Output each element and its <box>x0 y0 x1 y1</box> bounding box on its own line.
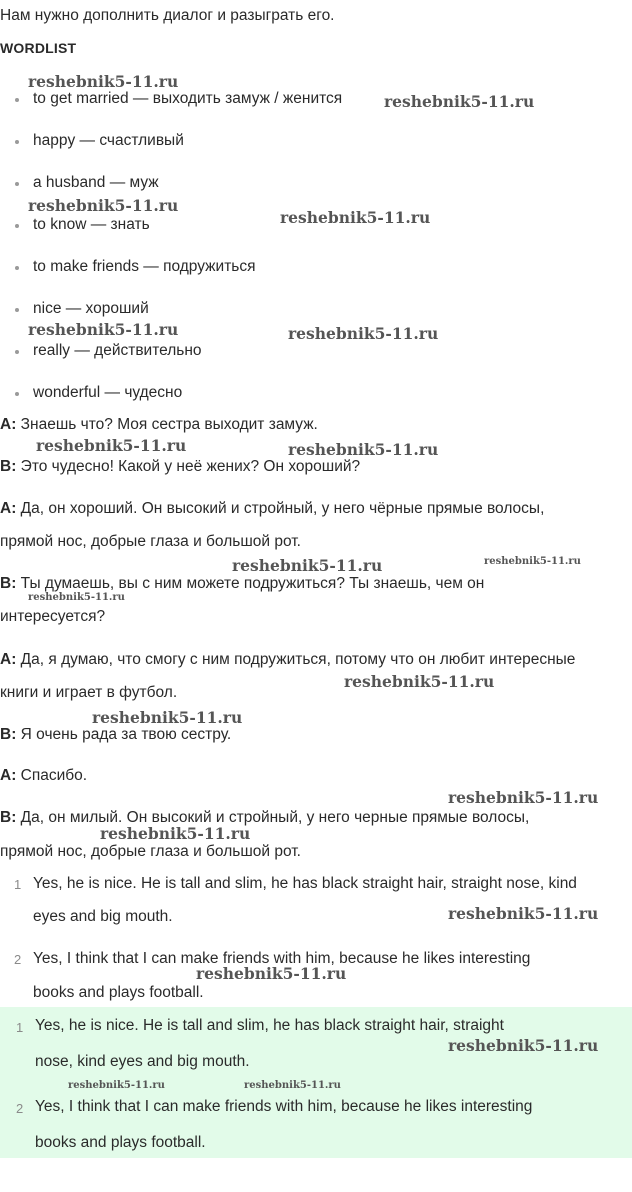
watermark: reshebnik5-11.ru <box>36 436 187 455</box>
dialog-line <box>0 500 544 518</box>
answer-number: 2 <box>14 952 22 967</box>
dialog-line <box>0 726 231 744</box>
watermark: reshebnik5-11.ru <box>448 904 599 923</box>
watermark: reshebnik5-11.ru <box>92 708 243 727</box>
wordlist-item: to make friends — подружиться <box>33 258 256 275</box>
dialog-text: прямой нос, добрые глаза и большой рот. <box>0 533 301 550</box>
watermark: reshebnik5-11.ru <box>232 556 383 575</box>
wordlist-item: nice — хороший <box>33 300 149 317</box>
answer-number: 1 <box>16 1020 24 1035</box>
watermark: reshebnik5-11.ru <box>28 592 125 603</box>
dialog-line <box>0 651 575 669</box>
speaker-label: A: <box>0 651 17 668</box>
speaker-label: A: <box>0 416 17 433</box>
answer-text: books and plays football. <box>35 1134 206 1151</box>
answer-text: books and plays football. <box>33 984 204 1001</box>
speaker-label: B: <box>0 726 17 743</box>
answer-text: Yes, I think that I can make friends with him, because he likes interesting <box>33 950 531 967</box>
answer-text: Yes, I think that I can make friends with him, because he likes interesting <box>35 1098 533 1115</box>
dialog-text: Да, он милый. Он высокий и стройный, у него черные прямые волосы, <box>20 809 530 826</box>
watermark: reshebnik5-11.ru <box>100 824 251 843</box>
watermark: reshebnik5-11.ru <box>484 556 581 567</box>
dialog-text: Я очень рада за твою сестру. <box>20 726 232 743</box>
dialog-line <box>0 767 87 785</box>
watermark: reshebnik5-11.ru <box>28 72 179 91</box>
wordlist-item: a husband — муж <box>33 174 159 191</box>
dialog-text: Да, он хороший. Он высокий и стройный, у него чёрные прямые волосы, <box>20 500 545 517</box>
answer-text: eyes and big mouth. <box>33 908 173 925</box>
bullet-icon <box>15 182 19 186</box>
watermark: reshebnik5-11.ru <box>28 320 179 339</box>
watermark: reshebnik5-11.ru <box>28 196 179 215</box>
watermark: reshebnik5-11.ru <box>68 1080 165 1091</box>
dialog-text: книги и играет в футбол. <box>0 684 178 701</box>
bullet-icon <box>15 308 19 312</box>
dialog-line <box>0 575 484 593</box>
dialog-text: прямой нос, добрые глаза и большой рот. <box>0 843 301 860</box>
dialog-text: интересуется? <box>0 608 106 625</box>
bullet-icon <box>15 224 19 228</box>
watermark: reshebnik5-11.ru <box>344 672 495 691</box>
watermark: reshebnik5-11.ru <box>280 208 431 227</box>
speaker-label: B: <box>0 809 17 826</box>
wordlist-title: WORDLIST <box>0 40 77 56</box>
wordlist-item: happy — счастливый <box>33 132 184 149</box>
answer-number: 1 <box>14 877 22 892</box>
wordlist-item: wonderful — чудесно <box>33 384 183 401</box>
answer-text: nose, kind eyes and big mouth. <box>35 1053 250 1070</box>
speaker-label: B: <box>0 575 17 592</box>
speaker-label: A: <box>0 767 17 784</box>
watermark: reshebnik5-11.ru <box>448 788 599 807</box>
wordlist-item: really — действительно <box>33 342 202 359</box>
answer-text: Yes, he is nice. He is tall and slim, he has black straight hair, straight nose, kind <box>33 875 577 892</box>
speaker-label: A: <box>0 500 17 517</box>
watermark: reshebnik5-11.ru <box>288 324 439 343</box>
bullet-icon <box>15 350 19 354</box>
dialog-text: Ты думаешь, вы с ним можете подружиться? Ты знаешь, чем он <box>20 575 485 592</box>
watermark: reshebnik5-11.ru <box>288 440 439 459</box>
speaker-label: B: <box>0 458 17 475</box>
dialog-text: Знаешь что? Моя сестра выходит замуж. <box>20 416 318 433</box>
answer-number: 2 <box>16 1101 24 1116</box>
bullet-icon <box>15 392 19 396</box>
answer-text: Yes, he is nice. He is tall and slim, he has black straight hair, straight <box>35 1017 504 1034</box>
wordlist-item: to get married — выходить замуж / женится <box>33 90 343 107</box>
intro-text: Нам нужно дополнить диалог и разыграть его. <box>0 7 335 24</box>
bullet-icon <box>15 266 19 270</box>
bullet-icon <box>15 98 19 102</box>
wordlist-item: to know — знать <box>33 216 150 233</box>
bullet-icon <box>15 140 19 144</box>
watermark: reshebnik5-11.ru <box>384 92 535 111</box>
dialog-text: Да, я думаю, что смогу с ним подружиться, потому что он любит интересные <box>20 651 576 668</box>
dialog-line <box>0 458 360 476</box>
watermark: reshebnik5-11.ru <box>244 1080 341 1091</box>
watermark: reshebnik5-11.ru <box>196 964 347 983</box>
dialog-line <box>0 809 529 827</box>
watermark: reshebnik5-11.ru <box>448 1036 599 1055</box>
dialog-text: Спасибо. <box>20 767 88 784</box>
dialog-text: Это чудесно! Какой у неё жених? Он хороший? <box>20 458 361 475</box>
dialog-line <box>0 416 318 434</box>
